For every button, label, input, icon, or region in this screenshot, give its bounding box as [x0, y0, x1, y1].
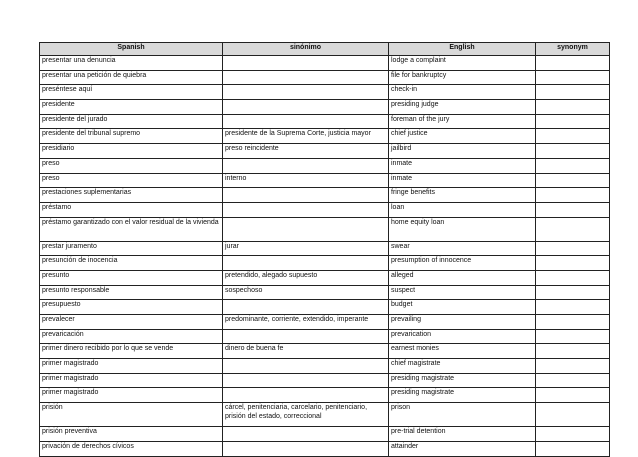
cell-english: inmate — [389, 158, 536, 173]
cell-sinonimo: interno — [223, 173, 389, 188]
cell-synonym — [536, 359, 610, 374]
cell-english: file for bankruptcy — [389, 70, 536, 85]
table-row — [40, 144, 610, 159]
cell-synonym — [536, 202, 610, 217]
table-row — [40, 241, 610, 256]
cell-spanish: presentar una petición de quiebra — [40, 70, 223, 85]
cell-sinonimo — [223, 329, 389, 344]
cell-synonym — [536, 256, 610, 271]
cell-sinonimo — [223, 300, 389, 315]
cell-english: home equity loan — [389, 217, 536, 241]
cell-sinonimo: dinero de buena fe — [223, 344, 389, 359]
cell-english: presiding magistrate — [389, 373, 536, 388]
table-row — [40, 256, 610, 271]
cell-english: jailbird — [389, 144, 536, 159]
cell-english: swear — [389, 241, 536, 256]
cell-synonym — [536, 241, 610, 256]
cell-sinonimo — [223, 217, 389, 241]
cell-sinonimo: presidente de la Suprema Corte, justicia mayor — [223, 129, 389, 144]
cell-sinonimo: cárcel, penitenciaria, carcelario, penitenciario, prisión del estado, correccional — [223, 403, 389, 427]
table-row — [40, 114, 610, 129]
cell-english: fringe benefits — [389, 188, 536, 203]
cell-spanish: privación de derechos cívicos — [40, 441, 223, 456]
cell-spanish: presentar una denuncia — [40, 56, 223, 71]
cell-synonym — [536, 270, 610, 285]
cell-synonym — [536, 427, 610, 442]
cell-synonym — [536, 188, 610, 203]
cell-spanish: preso — [40, 158, 223, 173]
cell-english: lodge a complaint — [389, 56, 536, 71]
cell-english: prevarication — [389, 329, 536, 344]
cell-sinonimo — [223, 56, 389, 71]
cell-english: chief magistrate — [389, 359, 536, 374]
cell-spanish: prestaciones suplementarias — [40, 188, 223, 203]
cell-spanish: preso — [40, 173, 223, 188]
table-row — [40, 285, 610, 300]
cell-english: pre-trial detention — [389, 427, 536, 442]
cell-sinonimo — [223, 70, 389, 85]
table-row — [40, 217, 610, 241]
header-spanish: Spanish — [40, 43, 223, 56]
cell-sinonimo: sospechoso — [223, 285, 389, 300]
table-row — [40, 158, 610, 173]
cell-english: loan — [389, 202, 536, 217]
cell-spanish: primer magistrado — [40, 373, 223, 388]
cell-synonym — [536, 144, 610, 159]
cell-synonym — [536, 300, 610, 315]
header-row — [40, 43, 610, 56]
table-row — [40, 270, 610, 285]
cell-synonym — [536, 173, 610, 188]
cell-spanish: prestar juramento — [40, 241, 223, 256]
cell-spanish: prevaricación — [40, 329, 223, 344]
table-row — [40, 85, 610, 100]
cell-english: suspect — [389, 285, 536, 300]
cell-sinonimo — [223, 188, 389, 203]
table-row — [40, 188, 610, 203]
cell-sinonimo — [223, 256, 389, 271]
table-row — [40, 129, 610, 144]
cell-synonym — [536, 373, 610, 388]
cell-spanish: primer dinero recibido por lo que se vende — [40, 344, 223, 359]
cell-synonym — [536, 285, 610, 300]
cell-english: presiding magistrate — [389, 388, 536, 403]
cell-english: inmate — [389, 173, 536, 188]
cell-sinonimo — [223, 85, 389, 100]
cell-synonym — [536, 344, 610, 359]
cell-synonym — [536, 100, 610, 115]
cell-synonym — [536, 329, 610, 344]
cell-sinonimo — [223, 373, 389, 388]
cell-english: attainder — [389, 441, 536, 456]
cell-spanish: préstamo garantizado con el valor residual de la vivienda — [40, 217, 223, 241]
cell-sinonimo — [223, 441, 389, 456]
cell-synonym — [536, 56, 610, 71]
cell-synonym — [536, 70, 610, 85]
cell-spanish: presidiario — [40, 144, 223, 159]
cell-sinonimo — [223, 427, 389, 442]
table-row — [40, 315, 610, 330]
cell-spanish: primer magistrado — [40, 388, 223, 403]
cell-synonym — [536, 114, 610, 129]
cell-spanish: preséntese aquí — [40, 85, 223, 100]
cell-spanish: presupuesto — [40, 300, 223, 315]
cell-spanish: presunto responsable — [40, 285, 223, 300]
table-row — [40, 441, 610, 456]
cell-english: chief justice — [389, 129, 536, 144]
cell-synonym — [536, 388, 610, 403]
cell-synonym — [536, 85, 610, 100]
cell-sinonimo — [223, 359, 389, 374]
cell-spanish: prisión — [40, 403, 223, 427]
cell-spanish: presidente del jurado — [40, 114, 223, 129]
cell-sinonimo — [223, 114, 389, 129]
cell-synonym — [536, 403, 610, 427]
cell-english: earnest monies — [389, 344, 536, 359]
table-row — [40, 173, 610, 188]
cell-sinonimo — [223, 158, 389, 173]
cell-sinonimo — [223, 100, 389, 115]
cell-spanish: prisión preventiva — [40, 427, 223, 442]
table-row — [40, 359, 610, 374]
cell-english: prison — [389, 403, 536, 427]
cell-spanish: presidente del tribunal supremo — [40, 129, 223, 144]
table-row — [40, 329, 610, 344]
cell-english: presumption of innocence — [389, 256, 536, 271]
table-row — [40, 300, 610, 315]
cell-sinonimo — [223, 388, 389, 403]
cell-english: budget — [389, 300, 536, 315]
cell-synonym — [536, 129, 610, 144]
header-synonym: synonym — [536, 43, 610, 56]
table-row — [40, 427, 610, 442]
table-row — [40, 202, 610, 217]
table-row — [40, 70, 610, 85]
cell-english: alleged — [389, 270, 536, 285]
cell-sinonimo: pretendido, alegado supuesto — [223, 270, 389, 285]
cell-spanish: prevalecer — [40, 315, 223, 330]
table-row — [40, 403, 610, 427]
cell-sinonimo: jurar — [223, 241, 389, 256]
table-row — [40, 388, 610, 403]
table-row — [40, 373, 610, 388]
cell-spanish: presidente — [40, 100, 223, 115]
cell-english: foreman of the jury — [389, 114, 536, 129]
cell-sinonimo: preso reincidente — [223, 144, 389, 159]
cell-spanish: presunción de inocencia — [40, 256, 223, 271]
header-sinonimo: sinónimo — [223, 43, 389, 56]
cell-english: presiding judge — [389, 100, 536, 115]
cell-spanish: préstamo — [40, 202, 223, 217]
cell-english: check-in — [389, 85, 536, 100]
cell-sinonimo — [223, 202, 389, 217]
table-row — [40, 100, 610, 115]
glossary-table — [39, 42, 610, 457]
cell-spanish: primer magistrado — [40, 359, 223, 374]
cell-english: prevailing — [389, 315, 536, 330]
cell-sinonimo: predominante, corriente, extendido, imperante — [223, 315, 389, 330]
cell-synonym — [536, 158, 610, 173]
cell-synonym — [536, 217, 610, 241]
table-row — [40, 344, 610, 359]
table-row — [40, 56, 610, 71]
cell-synonym — [536, 315, 610, 330]
header-english: English — [389, 43, 536, 56]
cell-spanish: presunto — [40, 270, 223, 285]
cell-synonym — [536, 441, 610, 456]
